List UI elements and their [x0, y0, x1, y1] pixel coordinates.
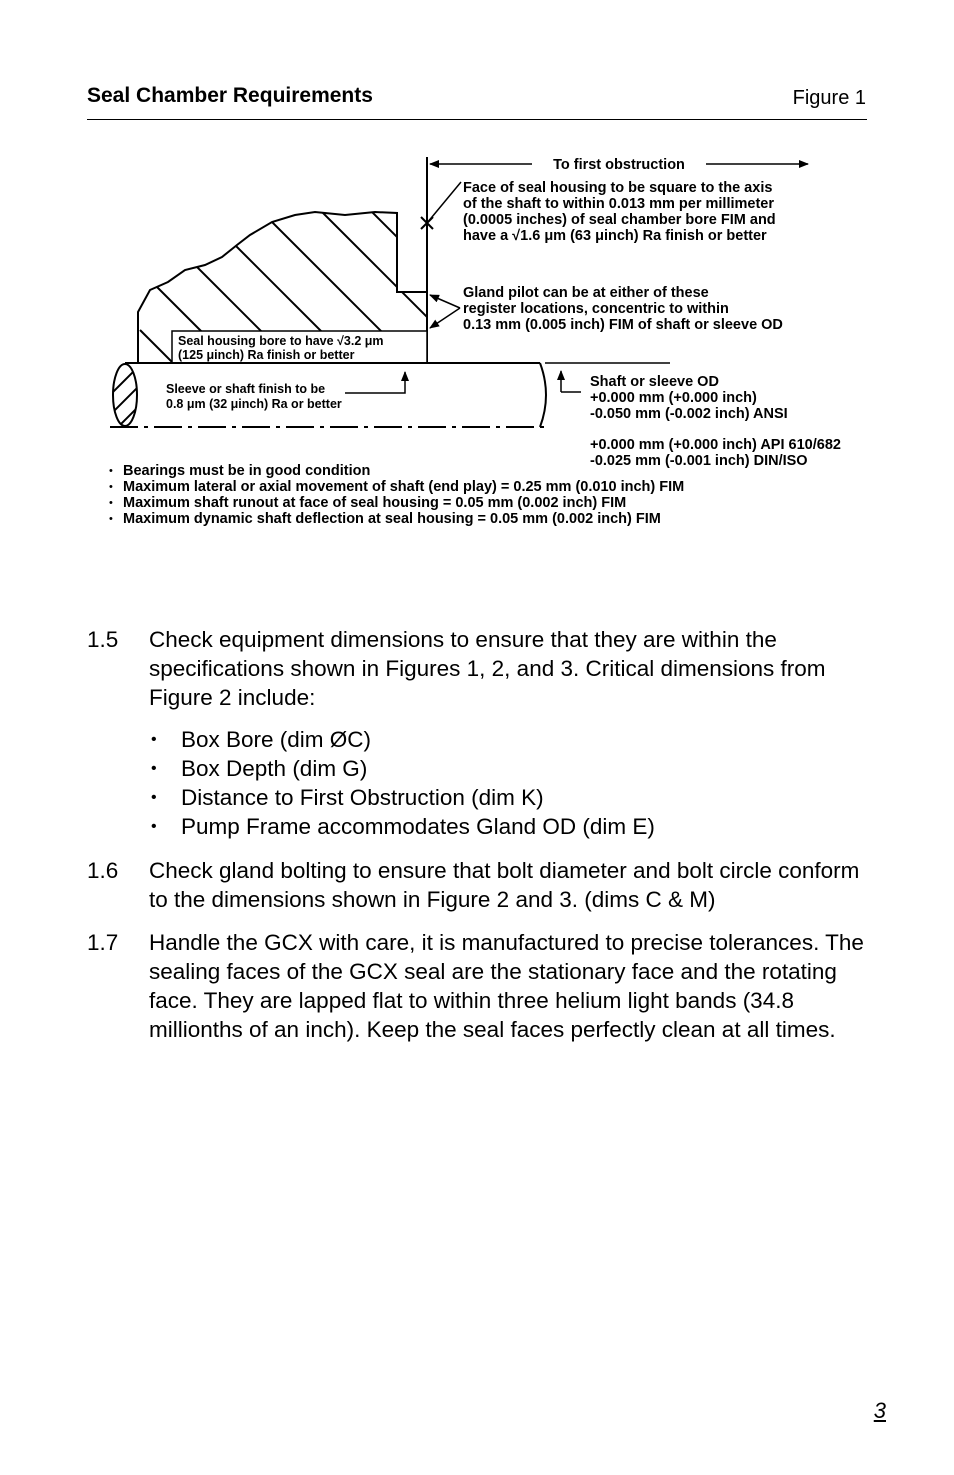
page-title: Seal Chamber Requirements: [87, 84, 373, 107]
gland-note-line3: 0.13 mm (0.005 inch) FIM of shaft or sleeve OD: [463, 317, 783, 333]
section-number: 1.6: [87, 858, 119, 883]
bore-note-line1: Seal housing bore to have √3.2 μm: [178, 334, 384, 348]
list-item: • Maximum dynamic shaft deflection at seal housing = 0.05 mm (0.002 inch) FIM: [108, 511, 684, 527]
header-divider: [87, 119, 867, 120]
list-item: • Pump Frame accommodates Gland OD (dim E): [149, 812, 655, 841]
face-note-line3: (0.0005 inches) of seal chamber bore FIM and: [463, 212, 776, 228]
page-number: 3: [873, 1398, 886, 1423]
shaft-od-ansi-line2: -0.050 mm (-0.002 inch) ANSI: [590, 406, 788, 422]
bore-note-line2: (125 μinch) Ra finish or better: [178, 348, 355, 362]
shaft-od-ansi-line1: +0.000 mm (+0.000 inch): [590, 390, 757, 406]
figure-notes-list: [108, 463, 684, 527]
gland-note-line2: register locations, concentric to within: [463, 301, 729, 317]
face-note-line4: have a √1.6 μm (63 μinch) Ra finish or better: [463, 228, 767, 244]
figure-label: Figure 1: [792, 87, 866, 109]
section-text: Check gland bolting to ensure that bolt diameter and bolt circle conform to the dimensions shown in Figure 2 and 3. (dims C & M): [149, 858, 860, 912]
list-item: • Box Bore (dim ØC): [149, 725, 655, 754]
section-text: Check equipment dimensions to ensure that they are within the specifications shown in Figures 1, 2, and 3. Critical dimensions from Figure 2 include:: [149, 627, 826, 710]
face-note-line1: Face of seal housing to be square to the axis: [463, 180, 773, 196]
seal-chamber-diagram: [0, 130, 954, 469]
gland-note-line1: Gland pilot can be at either of these: [463, 285, 709, 301]
sleeve-note-line1: Sleeve or shaft finish to be: [166, 382, 326, 396]
shaft-od-api-line1: +0.000 mm (+0.000 inch) API 610/682: [590, 437, 841, 453]
section-number: 1.7: [87, 930, 119, 955]
section-text: Handle the GCX with care, it is manufactured to precise tolerances. The sealing faces of the GCX seal are the stationary face and the rotating face. They are lapped flat to within three helium light bands (34.8 millionths of an inch). Keep the seal faces perfectly clean at all times.: [149, 930, 864, 1042]
shaft-od-title: Shaft or sleeve OD: [590, 374, 719, 390]
section-number: 1.5: [87, 627, 119, 652]
sleeve-note-line2: 0.8 μm (32 μinch) Ra or better: [166, 397, 342, 411]
critical-dimensions-list: [149, 725, 655, 841]
list-item: • Maximum lateral or axial movement of shaft (end play) = 0.25 mm (0.010 inch) FIM: [108, 479, 684, 495]
list-item: • Box Depth (dim G): [149, 754, 655, 783]
shaft-od-api-line2: -0.025 mm (-0.001 inch) DIN/ISO: [590, 453, 808, 469]
obstruction-label: To first obstruction: [553, 157, 685, 173]
list-item: • Distance to First Obstruction (dim K): [149, 783, 655, 812]
list-item: • Maximum shaft runout at face of seal housing = 0.05 mm (0.002 inch) FIM: [108, 495, 684, 511]
list-item: • Bearings must be in good condition: [108, 463, 684, 479]
face-note-line2: of the shaft to within 0.013 mm per millimeter: [463, 196, 775, 212]
